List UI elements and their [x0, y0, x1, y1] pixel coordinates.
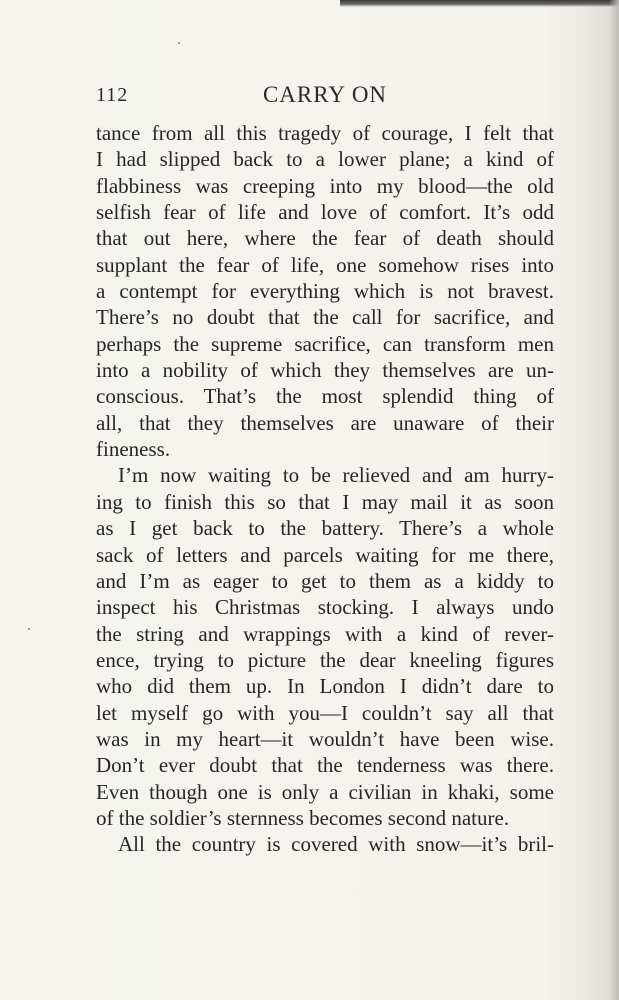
text-line: ing to finish this so that I may mail it as soon	[96, 489, 554, 514]
text-line: sack of letters and parcels waiting for me there,	[96, 542, 554, 567]
text-line: There’s no doubt that the call for sacrifice, and	[96, 305, 554, 330]
text-line: the string and wrappings with a kind of rever-	[96, 621, 554, 646]
text-line: fineness.	[96, 437, 171, 462]
text-line: perhaps the supreme sacrifice, can transform men	[96, 331, 554, 356]
page-number: 112	[96, 84, 129, 106]
text-line: selfish fear of life and love of comfort. It’s odd	[96, 200, 554, 225]
text-line: conscious. That’s the most splendid thing of	[96, 384, 554, 409]
page-header	[96, 82, 554, 112]
paragraph	[96, 831, 554, 857]
text-line: into a nobility of which they themselves are un-	[96, 358, 554, 383]
text-line: as I get back to the battery. There’s a whole	[96, 516, 554, 541]
text-line: was in my heart—it wouldn’t have been wise.	[96, 726, 554, 751]
text-line: All the country is covered with snow—it’s bril-	[118, 832, 554, 857]
scan-top-edge	[340, 0, 619, 7]
text-line: all, that they themselves are unaware of their	[96, 410, 554, 435]
running-head: CARRY ON	[262, 82, 388, 107]
scan-speck	[28, 628, 30, 630]
text-line: Even though one is only a civilian in khaki, some	[96, 779, 554, 804]
text-line: a contempt for everything which is not bravest.	[96, 279, 554, 304]
text-line: inspect his Christmas stocking. I always undo	[96, 595, 554, 620]
text-line: Don’t ever doubt that the tenderness was there.	[96, 753, 554, 778]
text-line: tance from all this tragedy of courage, I felt that	[96, 121, 554, 145]
paragraph	[96, 120, 554, 462]
text-line: let myself go with you—I couldn’t say all that	[96, 700, 554, 725]
body-text	[96, 120, 554, 858]
text-line: that out here, where the fear of death should	[96, 226, 554, 251]
text-line: of the soldier’s sternness becomes second nature.	[96, 805, 510, 830]
text-line: flabbiness was creeping into my blood—the old	[96, 173, 554, 198]
scan-speck	[178, 42, 180, 44]
text-line: ence, trying to picture the dear kneeling figures	[96, 647, 554, 672]
text-line: I had slipped back to a lower plane; a kind of	[96, 147, 554, 172]
text-line: I’m now waiting to be relieved and am hurry-	[118, 463, 554, 488]
text-line: who did them up. In London I didn’t dare to	[96, 674, 554, 699]
text-line: supplant the fear of life, one somehow rises into	[96, 252, 554, 277]
paragraph	[96, 462, 554, 831]
page-edge-shadow	[609, 0, 619, 1000]
text-line: and I’m as eager to get to them as a kiddy to	[96, 568, 554, 593]
